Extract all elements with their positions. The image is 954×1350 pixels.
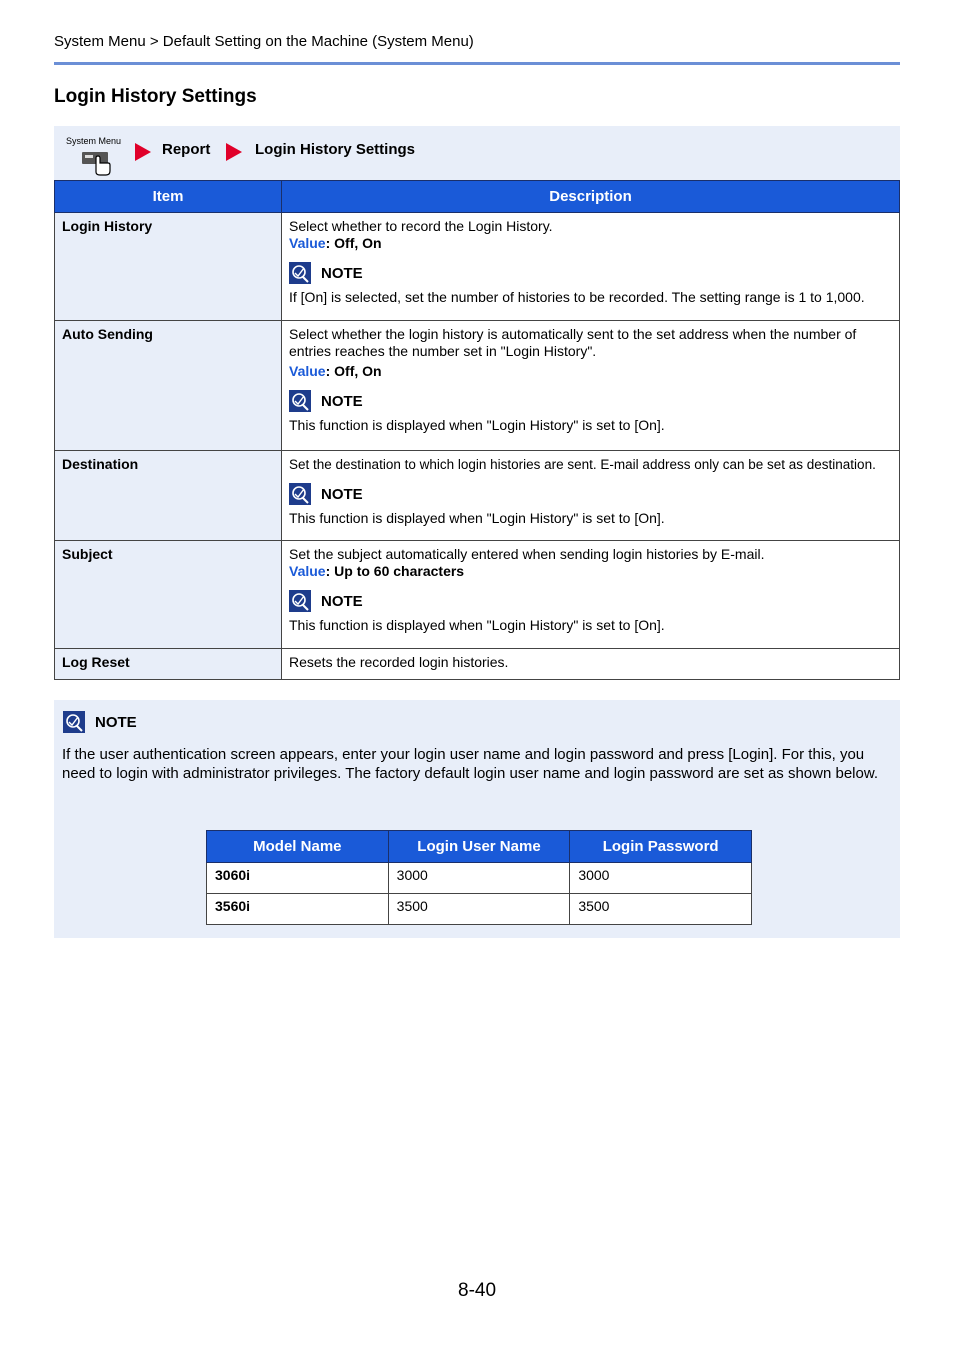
breadcrumb: System Menu > Default Setting on the Machine (System Menu) xyxy=(54,33,474,50)
column-header-description: Description xyxy=(282,181,900,213)
note-icon xyxy=(289,590,311,612)
value-label: Value xyxy=(289,363,326,379)
settings-table xyxy=(54,180,900,680)
description-text: Select whether to record the Login History. xyxy=(289,218,553,234)
description-text: Set the subject automatically entered when sending login histories by E-mail. xyxy=(289,546,765,562)
table-header-row xyxy=(55,181,900,213)
value-line xyxy=(289,563,892,580)
item-cell: Destination xyxy=(55,451,282,541)
table-row xyxy=(55,649,900,680)
value-text: : Off, On xyxy=(325,235,382,251)
note-text: This function is displayed when "Login History" is set to [On]. xyxy=(289,617,665,633)
value-label: Value xyxy=(289,563,326,579)
table-row xyxy=(55,451,900,541)
login-password-cell: 3000 xyxy=(570,863,752,894)
description-cell xyxy=(282,451,900,541)
table-row xyxy=(207,894,752,925)
item-cell: Log Reset xyxy=(55,649,282,680)
value-line xyxy=(289,235,892,252)
nav-arrow-icon xyxy=(135,143,151,161)
nav-arrow-icon xyxy=(226,143,242,161)
description-text: Set the destination to which login histories are sent. E-mail address only can be set as destination. xyxy=(289,457,876,472)
table-header-row xyxy=(207,831,752,863)
model-name-cell: 3560i xyxy=(207,894,389,925)
table-row xyxy=(207,863,752,894)
table-row xyxy=(55,321,900,451)
note-header xyxy=(63,711,137,733)
note-title: NOTE xyxy=(321,392,363,410)
value-text: : Off, On xyxy=(325,363,382,379)
item-cell: Auto Sending xyxy=(55,321,282,451)
nav-step-login-history-settings: Login History Settings xyxy=(255,141,416,158)
note-text: This function is displayed when "Login History" is set to [On]. xyxy=(289,417,665,433)
value-line xyxy=(289,363,892,380)
note-icon xyxy=(289,390,311,412)
column-header-login-user-name: Login User Name xyxy=(388,831,570,863)
login-credentials-table xyxy=(206,830,752,925)
system-menu-key-icon xyxy=(66,136,126,176)
model-name-cell: 3060i xyxy=(207,863,389,894)
page-title: Login History Settings xyxy=(54,86,257,107)
description-text: Resets the recorded login histories. xyxy=(289,654,509,670)
column-header-item: Item xyxy=(55,181,282,213)
value-text: : Up to 60 characters xyxy=(325,563,465,579)
header-divider xyxy=(54,62,900,65)
description-cell xyxy=(282,321,900,451)
description-cell xyxy=(282,649,900,680)
navigation-path xyxy=(54,126,900,180)
item-cell: Login History xyxy=(55,213,282,321)
nav-step-report: Report xyxy=(162,141,211,158)
note-header xyxy=(289,261,892,285)
note-text: If the user authentication screen appears, enter your login user name and login password and press [Login]. For this, you need to login with administrator privileges. The factory default login user name and login password are set as shown below. xyxy=(62,746,879,782)
note-title: NOTE xyxy=(321,264,363,282)
login-user-name-cell: 3500 xyxy=(388,894,570,925)
hand-pressing-icon xyxy=(82,150,114,176)
note-text: If [On] is selected, set the number of histories to be recorded. The setting range is 1 to 1,000. xyxy=(289,289,865,305)
note-icon xyxy=(289,483,311,505)
note-text: This function is displayed when "Login History" is set to [On]. xyxy=(289,510,665,526)
value-label: Value xyxy=(289,235,326,251)
system-menu-label: System Menu xyxy=(66,136,122,146)
table-row xyxy=(55,213,900,321)
login-user-name-cell: 3000 xyxy=(388,863,570,894)
login-password-cell: 3500 xyxy=(570,894,752,925)
note-header xyxy=(289,589,892,613)
note-header xyxy=(289,389,892,413)
note-title: NOTE xyxy=(95,713,137,731)
note-title: NOTE xyxy=(321,592,363,610)
note-title: NOTE xyxy=(321,485,363,503)
note-header xyxy=(289,482,892,506)
note-icon xyxy=(63,711,85,733)
note-panel xyxy=(54,700,900,938)
column-header-model-name: Model Name xyxy=(207,831,389,863)
page-number: 8-40 xyxy=(458,1280,497,1301)
note-icon xyxy=(289,262,311,284)
description-cell xyxy=(282,541,900,649)
item-cell: Subject xyxy=(55,541,282,649)
column-header-login-password: Login Password xyxy=(570,831,752,863)
table-row xyxy=(55,541,900,649)
description-cell xyxy=(282,213,900,321)
description-text: Select whether the login history is automatically sent to the set address when the number of entries reaches the number set in "Login History". xyxy=(289,326,857,359)
